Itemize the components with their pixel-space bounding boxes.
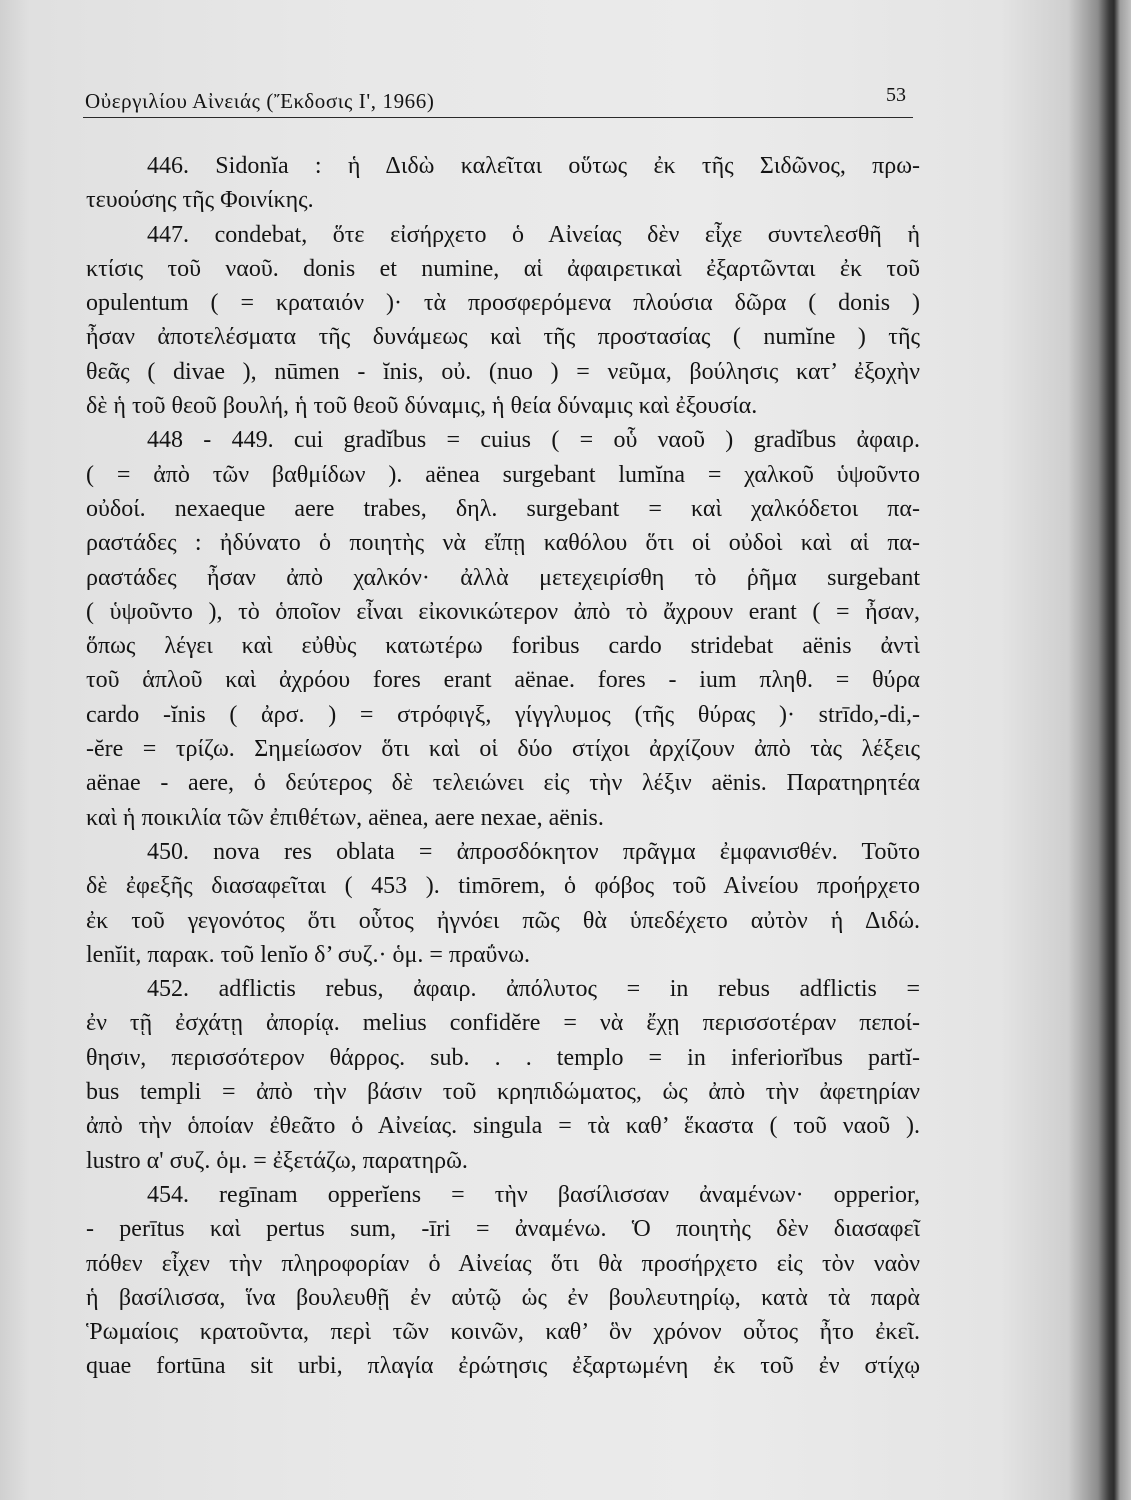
page-number: 53 <box>886 84 906 106</box>
text-line: 448 - 449. cui gradĭbus = cuius ( = οὗ ναοῦ ) gradĭbus ἀφαιρ. <box>147 427 920 454</box>
header-rule <box>83 117 913 118</box>
note-448-449 <box>86 423 920 835</box>
running-head <box>85 86 912 116</box>
text-line: ἐν τῇ ἐσχάτῃ ἀπορίᾳ. melius confidĕre = νὰ ἔχῃ περισσοτέραν πεποί- <box>86 1010 920 1037</box>
text-line: -ĕre = τρίζω. Σημείωσον ὅτι καὶ οἱ δύο στίχοι ἀρχίζουν ἀπὸ τὰς λέξεις <box>86 736 920 763</box>
text-line: ἦσαν ἀποτελέσματα τῆς δυνάμεως καὶ τῆς προστασίας ( numĭne ) τῆς <box>86 324 920 351</box>
text-line: cardo -ĭnis ( ἀρσ. ) = στρόφιγξ, γίγγλυμος (τῆς θύρας )· strīdo,-di,- <box>86 701 920 728</box>
note-454 <box>86 1178 920 1384</box>
text-line: 447. condebat, ὅτε εἰσήρχετο ὁ Αἰνείας δὲν εἶχε συντελεσθῆ ἡ <box>147 221 920 248</box>
text-line: ἐκ τοῦ γεγονότος ὅτι οὗτος ἠγνόει πῶς θὰ ὑπεδέχετο αὐτὸν ἡ Διδώ. <box>86 907 920 934</box>
text-line: ἀπὸ τὴν ὁποίαν ἐθεᾶτο ὁ Αἰνείας. singula = τὰ καθ’ ἕκαστα ( τοῦ ναοῦ ). <box>86 1113 920 1140</box>
text-line: δὲ ἡ τοῦ θεοῦ βουλή, ἡ τοῦ θεοῦ δύναμις, ἡ θεία δύναμις καὶ ἐξουσία. <box>86 393 758 420</box>
text-line: 446. Sidonĭa : ἡ Διδὼ καλεῖται οὕτως ἐκ τῆς Σιδῶνος, πρω- <box>147 153 920 179</box>
text-line: οὐδοί. nexaeque aere trabes, δηλ. surgebant = καὶ χαλκόδετοι πα- <box>86 495 920 522</box>
text-line: ραστάδες ἦσαν ἀπὸ χαλκόν· ἀλλὰ μετεχειρίσθη τὸ ῥῆμα surgebant <box>86 564 920 591</box>
text-line: πόθεν εἶχεν τὴν πληροφορίαν ὁ Αἰνείας ὅτι θὰ προσήρχετο εἰς τὸν ναὸν <box>86 1250 920 1277</box>
text-line: τευούσης τῆς Φοινίκης. <box>86 187 314 214</box>
text-line: δὲ ἐφεξῆς διασαφεῖται ( 453 ). timōrem, ὁ φόβος τοῦ Αἰνείου προήρχετο <box>86 873 920 900</box>
text-line: κτίσις τοῦ ναοῦ. donis et numine, αἱ ἀφαιρετικαὶ ἐξαρτῶνται ἐκ τοῦ <box>86 255 920 282</box>
text-line: ἡ βασίλισσα, ἵνα βουλευθῇ ἐν αὐτῷ ὡς ἐν βουλευτηρίῳ, κατὰ τὰ παρὰ <box>86 1284 920 1311</box>
text-line: 454. regīnam opperĭens = τὴν βασίλισσαν ἀναμένων· opperior, <box>147 1181 920 1208</box>
note-452 <box>86 972 920 1178</box>
text-line: bus templi = ἀπὸ τὴν βάσιν τοῦ κρηπιδώματος, ὡς ἀπὸ τὴν ἀφετηρίαν <box>86 1079 920 1106</box>
text-line: opulentum ( = κραταιόν )· τὰ προσφερόμενα πλούσια δῶρα ( donis ) <box>86 290 920 317</box>
text-line: ( ὑψοῦντο ), τὸ ὁποῖον εἶναι εἰκονικώτερον ἀπὸ τὸ ἄχρουν erant ( = ἦσαν, <box>86 598 920 625</box>
text-line: θεᾶς ( divae ), nūmen - ĭnis, οὐ. (nuo ) = νεῦμα, βούλησις κατ’ ἐξοχὴν <box>86 358 920 385</box>
commentary-text <box>86 149 920 1384</box>
note-447 <box>86 218 920 424</box>
text-line: τοῦ ἁπλοῦ καὶ ἀχρόου fores erant aënae. fores - ium πληθ. = θύρα <box>86 667 920 694</box>
text-line: aënae - aere, ὁ δεύτερος δὲ τελειώνει εἰς τὴν λέξιν aënis. Παρατηρητέα <box>86 770 920 797</box>
text-line: θησιν, περισσότερον θάρρος. sub. . . templo = in inferiorĭbus partĭ- <box>86 1044 920 1071</box>
text-line: ( = ἀπὸ τῶν βαθμίδων ). aënea surgebant lumĭna = χαλκοῦ ὑψοῦντο <box>86 461 920 488</box>
text-line: lustro α' συζ. ὁμ. = ἐξετάζω, παρατηρῶ. <box>86 1147 468 1174</box>
text-line: καὶ ἡ ποικιλία τῶν ἐπιθέτων, aënea, aere nexae, aënis. <box>86 804 604 831</box>
text-line: lenĭit, παρακ. τοῦ lenĭo δ’ συζ.· ὁμ. = πραΰνω. <box>86 941 531 968</box>
text-line: ραστάδες : ἠδύνατο ὁ ποιητὴς νὰ εἴπῃ καθόλου ὅτι οἱ οὐδοὶ καὶ αἱ πα- <box>86 530 920 557</box>
text-line: - perītus καὶ pertus sum, -īri = ἀναμένω. Ὁ ποιητὴς δὲν διασαφεῖ <box>86 1216 920 1243</box>
note-446 <box>86 149 920 218</box>
text-line: 452. adflictis rebus, ἀφαιρ. ἀπόλυτος = in rebus adflictis = <box>147 976 920 1003</box>
text-line: 450. nova res oblata = ἀπροσδόκητον πρᾶγμα ἐμφανισθέν. Τοῦτο <box>147 838 920 865</box>
text-line: Ῥωμαίοις κρατοῦντα, περὶ τῶν κοινῶν, καθ’ ὃν χρόνον οὗτος ἦτο ἐκεῖ. <box>86 1319 920 1346</box>
running-title: Οὐεργιλίου Αἰνειάς (Ἔκδοσις Ι', 1966) <box>85 89 435 113</box>
text-line: quae fortūna sit urbi, πλαγία ἐρώτησις ἐξαρτωμένη ἐκ τοῦ ἐν στίχῳ <box>86 1353 920 1380</box>
note-450 <box>86 835 920 972</box>
text-line: ὅπως λέγει καὶ εὐθὺς κατωτέρω foribus cardo stridebat aënis ἀντὶ <box>86 633 920 660</box>
